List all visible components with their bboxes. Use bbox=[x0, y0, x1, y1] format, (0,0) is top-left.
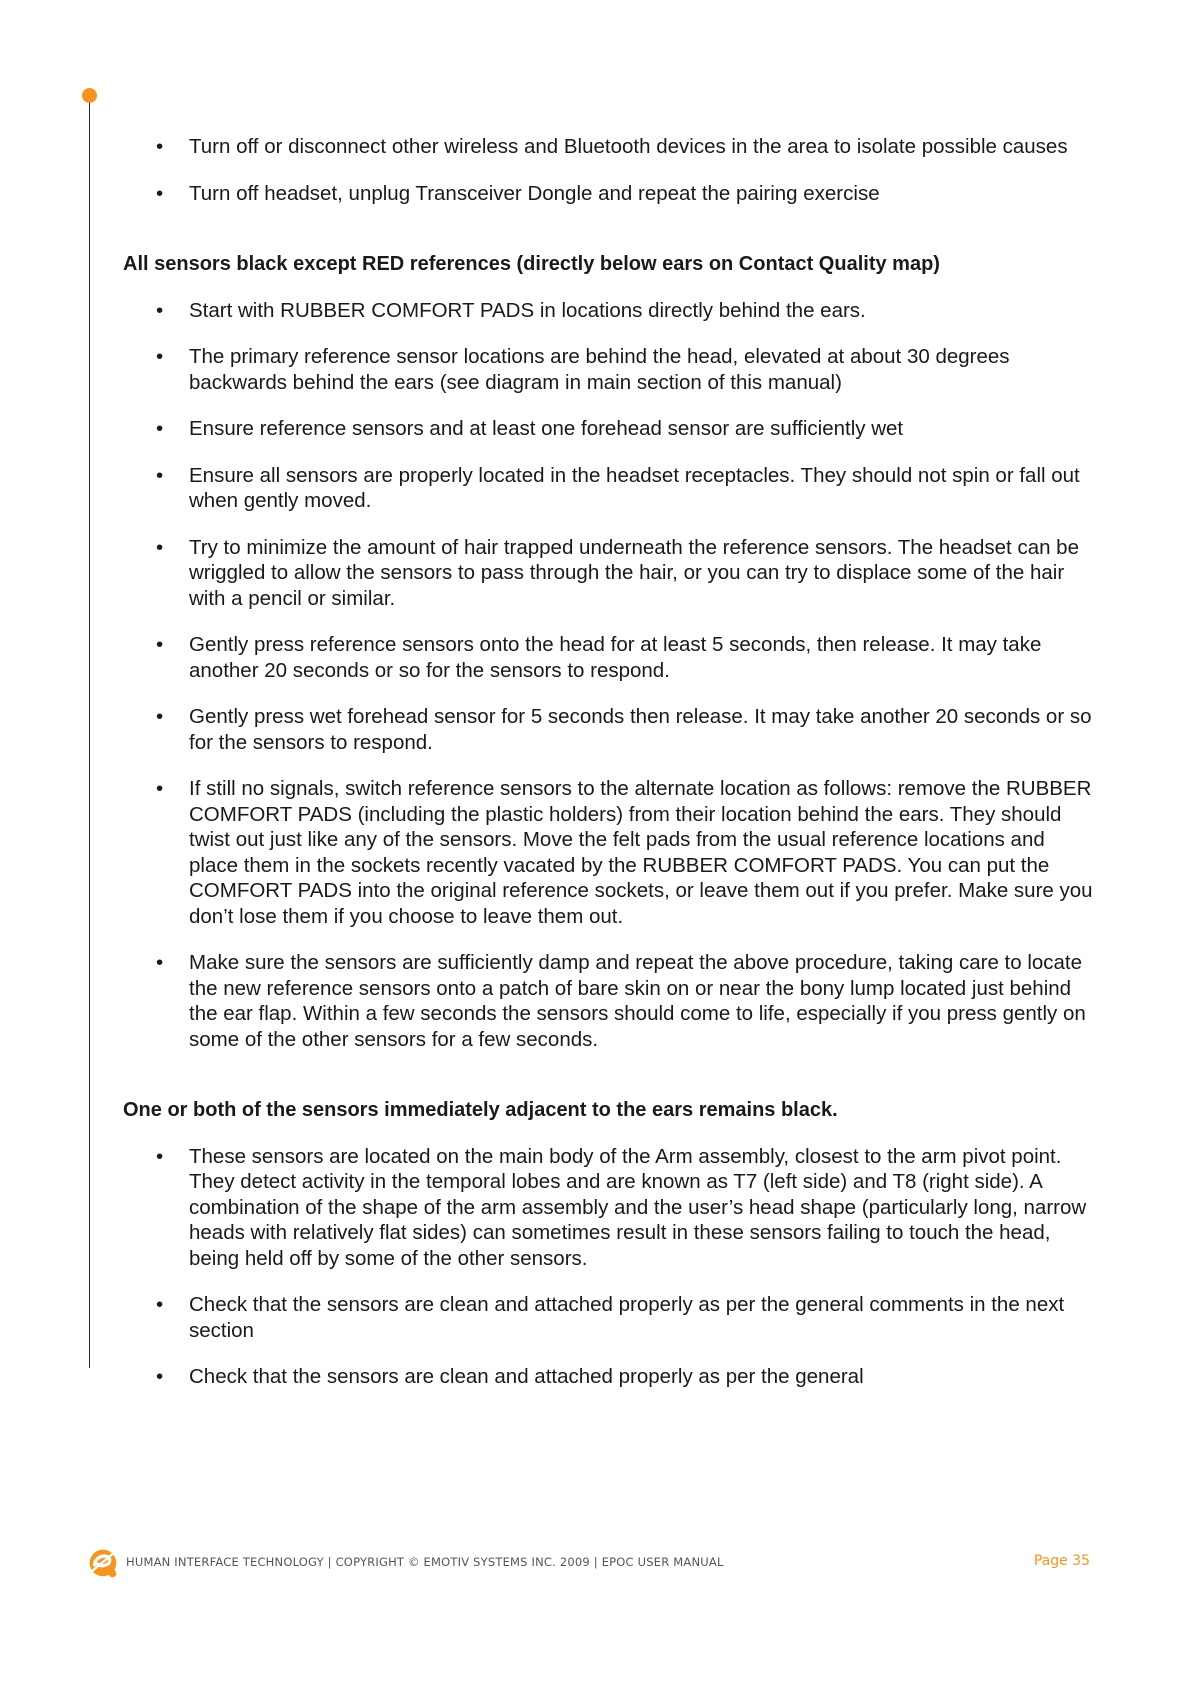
list-item-text: These sensors are located on the main body of the Arm assembly, closest to the arm pivot point. They detect activity in the temporal lobes and are known as T7 (left side) and T8 (right side). A combination of the shape of the arm assembly and the user’s head shape (particularly long, narrow heads with relatively flat sides) can sometimes result in these sensors failing to touch the head, being held off by some of the other sensors. bbox=[189, 1144, 1087, 1270]
list-item-text: Turn off or disconnect other wireless and Bluetooth devices in the area to isolate possible causes bbox=[189, 135, 1068, 158]
bullet-icon: • bbox=[156, 777, 164, 800]
bullet-icon: • bbox=[156, 135, 164, 158]
list-item bbox=[123, 1144, 1093, 1272]
page-number: Page 35 bbox=[1033, 1553, 1090, 1569]
bullet-icon: • bbox=[156, 951, 164, 974]
list-item-text: If still no signals, switch reference sensors to the alternate location as follows: remove the RUBBER COMFORT PADS (including the plastic holders) from their location behind the ears. They should twist out just like any of the sensors. Move the felt pads from the usual reference locations and place them in the sockets recently vacated by the RUBBER COMFORT PADS. You can put the COMFORT PADS into the original reference sockets, or leave them out if you prefer. Make sure you don’t lose them if you choose to leave them out. bbox=[189, 777, 1093, 928]
section-heading-ear-sensors: One or both of the sensors immediately adjacent to the ears remains black. bbox=[123, 1099, 838, 1121]
list-item-text: Check that the sensors are clean and attached properly as per the general bbox=[189, 1365, 864, 1388]
bullet-icon: • bbox=[156, 463, 164, 487]
list-item-text: Gently press wet forehead sensor for 5 seconds then release. It may take another 20 seconds or so for the sensors to respond. bbox=[189, 705, 1092, 754]
section-heading-red-references: All sensors black except RED references (directly below ears on Contact Quality map) bbox=[123, 253, 940, 275]
list-item bbox=[123, 416, 1093, 442]
list-item-text: Make sure the sensors are sufficiently damp and repeat the above procedure, taking care to locate the new reference sensors onto a patch of bare skin on or near the bony lump located just behind the ear flap. Within a few seconds the sensors should come to life, especially if you press gently on some of the other sensors for a few seconds. bbox=[189, 951, 1086, 1051]
list-item bbox=[123, 1364, 1093, 1390]
intro-list bbox=[123, 134, 1093, 206]
list-item bbox=[123, 181, 1093, 207]
margin-dot-icon bbox=[82, 88, 97, 103]
margin-rule bbox=[89, 98, 90, 1368]
list-item-text: Ensure all sensors are properly located in the headset receptacles. They should not spin or fall out when gently moved. bbox=[189, 463, 1080, 512]
list-item-text: Check that the sensors are clean and attached properly as per the general comments in the next section bbox=[189, 1293, 1065, 1342]
bullet-icon: • bbox=[156, 417, 164, 440]
list-item-text: Ensure reference sensors and at least one forehead sensor are sufficiently wet bbox=[189, 417, 904, 440]
bullet-icon: • bbox=[156, 535, 164, 559]
section-ear-sensors-list bbox=[123, 1144, 1093, 1390]
bullet-icon: • bbox=[156, 298, 164, 322]
bullet-icon: • bbox=[156, 1365, 164, 1388]
list-item-text: Start with RUBBER COMFORT PADS in locations directly behind the ears. bbox=[189, 298, 866, 322]
list-item-text: The primary reference sensor locations are behind the head, elevated at about 30 degrees backwards behind the ears (see diagram in main section of this manual) bbox=[189, 345, 1010, 394]
list-item-text: Try to minimize the amount of hair trapped underneath the reference sensors. The headset can be wriggled to allow the sensors to pass through the hair, or you can try to displace some of the hair with a pencil or similar. bbox=[189, 535, 1079, 610]
list-item bbox=[123, 134, 1093, 160]
bullet-icon: • bbox=[156, 181, 164, 205]
list-item bbox=[123, 704, 1093, 755]
emotiv-logo-icon bbox=[84, 1543, 122, 1581]
bullet-icon: • bbox=[156, 633, 164, 656]
bullet-icon: • bbox=[156, 345, 164, 368]
list-item-text: Turn off headset, unplug Transceiver Dongle and repeat the pairing exercise bbox=[189, 181, 880, 205]
list-item bbox=[123, 776, 1093, 929]
list-item bbox=[123, 950, 1093, 1052]
document-body bbox=[123, 134, 1093, 1411]
bullet-icon: • bbox=[156, 705, 164, 728]
list-item bbox=[123, 535, 1093, 612]
page-footer bbox=[84, 1543, 1090, 1583]
list-item bbox=[123, 463, 1093, 514]
bullet-icon: • bbox=[156, 1144, 164, 1168]
list-item bbox=[123, 298, 1093, 324]
section-red-references-list bbox=[123, 298, 1093, 1053]
list-item-text: Gently press reference sensors onto the head for at least 5 seconds, then release. It may take another 20 seconds or so for the sensors to respond. bbox=[189, 633, 1042, 682]
list-item bbox=[123, 344, 1093, 395]
footer-copyright: HUMAN INTERFACE TECHNOLOGY | COPYRIGHT © EMOTIV SYSTEMS INC. 2009 | EPOC USER MANUAL bbox=[126, 1555, 724, 1569]
list-item bbox=[123, 632, 1093, 683]
bullet-icon: • bbox=[156, 1293, 164, 1316]
list-item bbox=[123, 1292, 1093, 1343]
